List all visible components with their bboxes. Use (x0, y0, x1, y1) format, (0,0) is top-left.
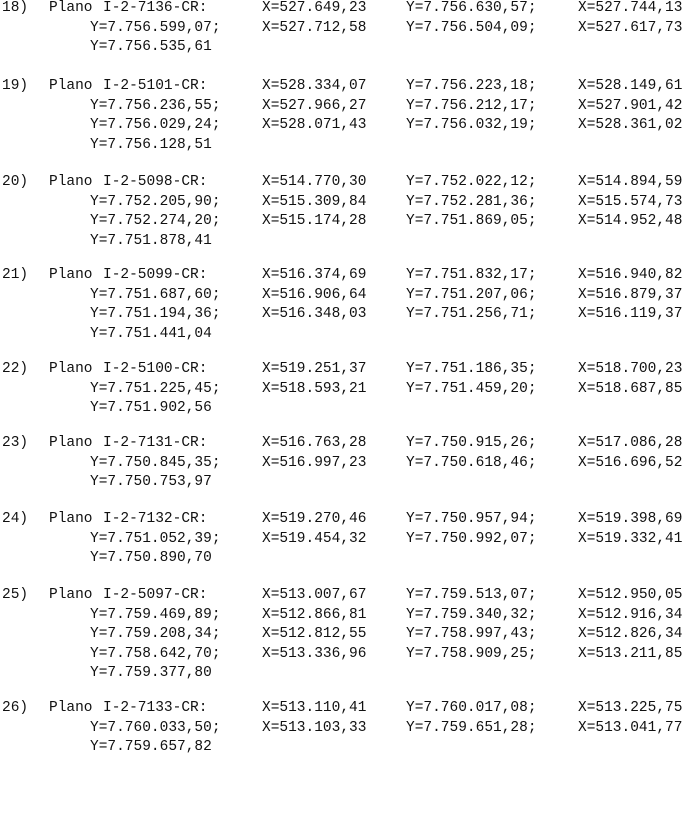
coordinate: X=527.649,23 (262, 0, 367, 16)
coordinate-line (0, 20, 700, 40)
entry-24 (0, 511, 700, 570)
coordinate: Y=7.750.992,07; (406, 530, 537, 547)
coordinate: X=528.071,43 (262, 117, 367, 133)
coordinate: Y=7.750.753,97 (90, 474, 212, 490)
coordinate: X=516.763,28 (262, 435, 367, 451)
coordinate: X=519.270,46 (262, 511, 367, 527)
coordinate: X=514.894,59 (578, 174, 683, 190)
coordinate: X=527.901,42 (578, 97, 683, 114)
coordinate: X=514.952,48 (578, 213, 683, 229)
entry-number: 18) (2, 0, 29, 16)
coordinate: X=527.966,27 (262, 97, 367, 114)
coordinate: Y=7.751.207,06; (406, 286, 537, 303)
coordinate: Y=7.756.630,57; (406, 0, 537, 16)
entry-25 (0, 587, 700, 685)
coordinate: X=518.687,85 (578, 380, 683, 397)
coordinate: Y=7.751.687,60; (90, 286, 221, 303)
entry-23 (0, 435, 700, 494)
coordinate-line (0, 626, 700, 646)
coordinate: X=513.211,85 (578, 645, 683, 662)
coordinate: X=512.812,55 (262, 626, 367, 642)
coordinate: Y=7.756.032,19; (406, 117, 537, 133)
coordinate-line (0, 739, 700, 759)
coordinate-line (0, 720, 700, 740)
entry-19 (0, 78, 700, 156)
entry-number: 21) (2, 267, 29, 283)
coordinate: X=518.700,23 (578, 361, 683, 377)
coordinate: X=512.916,34 (578, 606, 683, 623)
entry-number: 25) (2, 587, 29, 603)
coordinate: X=528.149,61 (578, 78, 683, 94)
entry-18 (0, 0, 700, 59)
coordinate: Y=7.759.340,32; (406, 606, 537, 623)
entry-first-line (0, 435, 700, 455)
entry-20 (0, 174, 700, 252)
coordinate: Y=7.750.845,35; (90, 454, 221, 471)
entry-number: 20) (2, 174, 29, 190)
coordinate-line (0, 287, 700, 307)
coordinate: X=515.174,28 (262, 213, 367, 229)
plano-label: Plano (49, 587, 93, 603)
coordinate: X=515.574,73 (578, 193, 683, 210)
entry-first-line (0, 361, 700, 381)
plan-code: I-2-7132-CR: (103, 511, 208, 527)
coordinate: X=516.696,52 (578, 454, 683, 471)
coordinate: Y=7.759.377,80 (90, 665, 212, 681)
plan-code: I-2-7133-CR: (103, 700, 208, 716)
entry-22 (0, 361, 700, 420)
coordinate-line (0, 607, 700, 627)
coordinate-line (0, 213, 700, 233)
coordinate: Y=7.760.017,08; (406, 700, 537, 716)
entry-number: 26) (2, 700, 29, 716)
coordinate: X=519.332,41 (578, 530, 683, 547)
coordinate: Y=7.751.869,05; (406, 213, 537, 229)
coordinate: X=527.744,13 (578, 0, 683, 16)
coordinate: Y=7.759.208,34; (90, 626, 221, 642)
coordinate-line (0, 665, 700, 685)
coordinate-line (0, 194, 700, 214)
coordinate: X=516.940,82 (578, 267, 683, 283)
coordinate-line (0, 646, 700, 666)
plan-code: I-2-5097-CR: (103, 587, 208, 603)
coordinate: X=527.712,58 (262, 19, 367, 36)
coordinate: X=516.879,37 (578, 286, 683, 303)
coordinate: Y=7.752.022,12; (406, 174, 537, 190)
coordinate-line (0, 117, 700, 137)
coordinate-line (0, 39, 700, 59)
plano-label: Plano (49, 267, 93, 283)
coordinate: Y=7.751.225,45; (90, 380, 221, 397)
plan-code: I-2-5100-CR: (103, 361, 208, 377)
coordinate: Y=7.750.618,46; (406, 454, 537, 471)
coordinate-line (0, 550, 700, 570)
entry-first-line (0, 174, 700, 194)
entry-first-line (0, 511, 700, 531)
coordinate: X=516.997,23 (262, 454, 367, 471)
coordinate: Y=7.750.890,70 (90, 550, 212, 566)
coordinate-line (0, 137, 700, 157)
coordinate: X=512.950,05 (578, 587, 683, 603)
plan-code: I-2-5098-CR: (103, 174, 208, 190)
coordinate: Y=7.759.469,89; (90, 606, 221, 623)
coordinate: X=528.361,02 (578, 117, 683, 133)
coordinate: Y=7.752.205,90; (90, 193, 221, 210)
plan-code: I-2-7131-CR: (103, 435, 208, 451)
entry-first-line (0, 0, 700, 20)
coordinate: Y=7.756.236,55; (90, 97, 221, 114)
coordinate: X=513.336,96 (262, 645, 367, 662)
coordinate: Y=7.758.909,25; (406, 645, 537, 662)
plano-label: Plano (49, 511, 93, 527)
coordinate: X=513.041,77 (578, 719, 683, 736)
plano-label: Plano (49, 174, 93, 190)
coordinate: X=513.225,75 (578, 700, 683, 716)
coordinate: X=512.866,81 (262, 606, 367, 623)
coordinate: X=518.593,21 (262, 380, 367, 397)
entry-21 (0, 267, 700, 345)
entry-number: 24) (2, 511, 29, 527)
coordinate: X=514.770,30 (262, 174, 367, 190)
coordinate-line (0, 455, 700, 475)
entry-first-line (0, 267, 700, 287)
coordinate: Y=7.751.194,36; (90, 306, 221, 322)
coordinate: Y=7.756.128,51 (90, 136, 212, 153)
coordinate: Y=7.759.651,28; (406, 719, 537, 736)
coordinate: X=516.906,64 (262, 286, 367, 303)
coordinate: Y=7.751.878,41 (90, 232, 212, 249)
coordinate: Y=7.758.997,43; (406, 626, 537, 642)
coordinate: X=513.103,33 (262, 719, 367, 736)
coordinate: Y=7.750.915,26; (406, 435, 537, 451)
coordinate: X=516.374,69 (262, 267, 367, 283)
entry-26 (0, 700, 700, 759)
plano-label: Plano (49, 361, 93, 377)
plan-code: I-2-5099-CR: (103, 267, 208, 283)
coordinate-line (0, 381, 700, 401)
entry-first-line (0, 700, 700, 720)
coordinate: Y=7.751.256,71; (406, 306, 537, 322)
coordinate: Y=7.759.657,82 (90, 739, 212, 755)
coordinate-line (0, 306, 700, 326)
coordinate-line (0, 400, 700, 420)
coordinate: Y=7.751.459,20; (406, 380, 537, 397)
entry-number: 19) (2, 78, 29, 94)
coordinate: Y=7.751.902,56 (90, 400, 212, 416)
entry-first-line (0, 78, 700, 98)
plan-code: I-2-5101-CR: (103, 78, 208, 94)
coordinate: Y=7.751.441,04 (90, 325, 212, 342)
entry-number: 23) (2, 435, 29, 451)
plano-label: Plano (49, 78, 93, 94)
coordinate: Y=7.756.504,09; (406, 19, 537, 36)
plan-code: I-2-7136-CR: (103, 0, 208, 16)
coordinate: X=527.617,73 (578, 19, 683, 36)
coordinate-line (0, 474, 700, 494)
coordinate: X=516.119,37 (578, 306, 683, 322)
coordinate: Y=7.759.513,07; (406, 587, 537, 603)
coordinate: X=515.309,84 (262, 193, 367, 210)
entry-number: 22) (2, 361, 29, 377)
coordinate: X=513.110,41 (262, 700, 367, 716)
coordinate: X=513.007,67 (262, 587, 367, 603)
coordinate: Y=7.760.033,50; (90, 719, 221, 736)
plano-label: Plano (49, 700, 93, 716)
coordinate: Y=7.752.281,36; (406, 193, 537, 210)
coordinate: Y=7.751.186,35; (406, 361, 537, 377)
coordinate: Y=7.756.223,18; (406, 78, 537, 94)
coordinate: Y=7.756.029,24; (90, 117, 221, 133)
coordinate: Y=7.758.642,70; (90, 645, 221, 662)
coordinate: Y=7.751.052,39; (90, 530, 221, 547)
coordinate-line (0, 531, 700, 551)
coordinate-line (0, 233, 700, 253)
plano-label: Plano (49, 435, 93, 451)
coordinate: Y=7.756.599,07; (90, 19, 221, 36)
plano-label: Plano (49, 0, 93, 16)
coordinate: X=512.826,34 (578, 626, 683, 642)
coordinate: Y=7.756.212,17; (406, 97, 537, 114)
coordinate: X=519.454,32 (262, 530, 367, 547)
coordinate: Y=7.752.274,20; (90, 213, 221, 229)
entry-first-line (0, 587, 700, 607)
coordinate-line (0, 98, 700, 118)
coordinate: X=528.334,07 (262, 78, 367, 94)
coordinate: X=516.348,03 (262, 306, 367, 322)
coordinate: X=517.086,28 (578, 435, 683, 451)
coordinate: Y=7.751.832,17; (406, 267, 537, 283)
coordinate: Y=7.756.535,61 (90, 39, 212, 55)
coordinate-line (0, 326, 700, 346)
coordinate: X=519.251,37 (262, 361, 367, 377)
coordinate: X=519.398,69 (578, 511, 683, 527)
coordinate: Y=7.750.957,94; (406, 511, 537, 527)
